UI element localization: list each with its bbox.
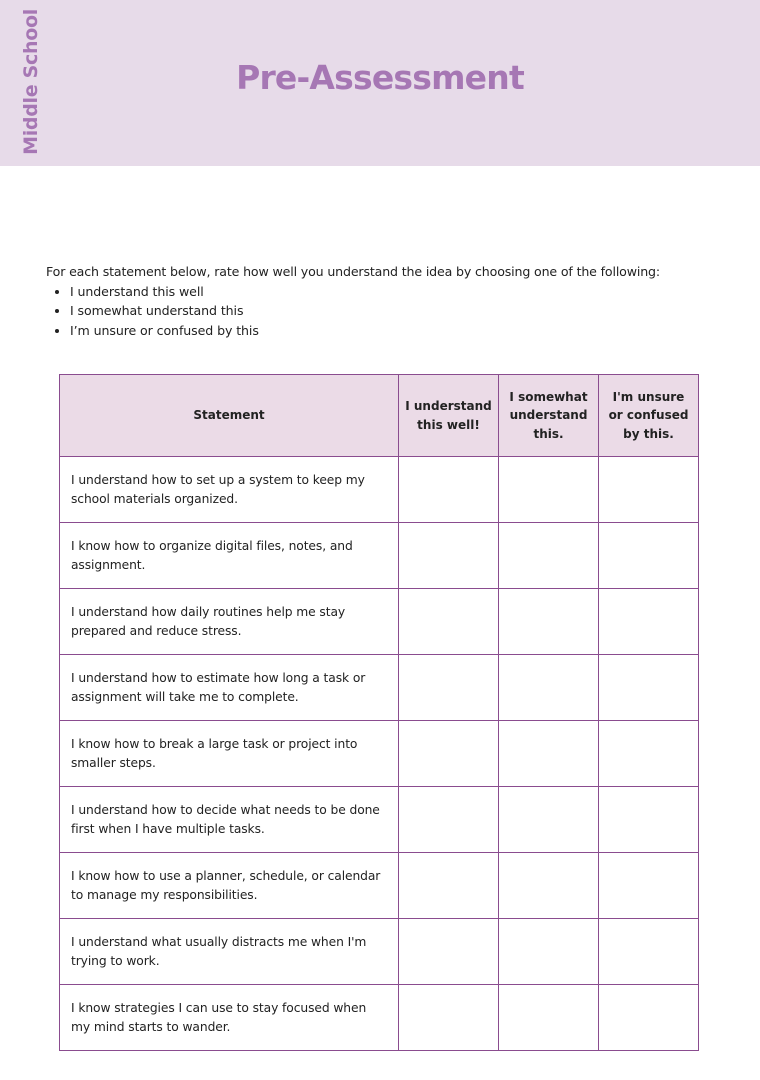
rating-cell-unsure[interactable] [599, 853, 699, 919]
statement-cell: I understand how to set up a system to keep my school materials organized. [60, 457, 399, 523]
statement-cell: I understand what usually distracts me when I'm trying to work. [60, 919, 399, 985]
table-row [60, 787, 699, 853]
rating-option: • I’m unsure or confused by this [70, 321, 736, 341]
rating-cell-understand-well[interactable] [399, 721, 499, 787]
rating-cell-understand-well[interactable] [399, 787, 499, 853]
header-unsure-confused: I'm unsure or confused by this. [599, 375, 699, 457]
rating-cell-unsure[interactable] [599, 655, 699, 721]
assessment-table [59, 374, 699, 1051]
rating-cell-somewhat[interactable] [499, 721, 599, 787]
rating-cell-somewhat[interactable] [499, 523, 599, 589]
rating-cell-somewhat[interactable] [499, 787, 599, 853]
table-row [60, 523, 699, 589]
rating-options-list [46, 282, 736, 341]
rating-cell-understand-well[interactable] [399, 589, 499, 655]
instructions [46, 262, 736, 340]
statement-cell: I understand how to estimate how long a task or assignment will take me to complete. [60, 655, 399, 721]
header-somewhat-understand: I somewhat understand this. [499, 375, 599, 457]
rating-cell-understand-well[interactable] [399, 919, 499, 985]
rating-cell-somewhat[interactable] [499, 853, 599, 919]
table-row [60, 457, 699, 523]
rating-cell-unsure[interactable] [599, 457, 699, 523]
instructions-text: For each statement below, rate how well you understand the idea by choosing one of the following: [46, 264, 660, 279]
statement-cell: I know strategies I can use to stay focused when my mind starts to wander. [60, 985, 399, 1051]
rating-cell-somewhat[interactable] [499, 655, 599, 721]
rating-cell-somewhat[interactable] [499, 589, 599, 655]
table-header-row [60, 375, 699, 457]
header-statement: Statement [60, 375, 399, 457]
rating-cell-unsure[interactable] [599, 721, 699, 787]
statement-cell: I know how to use a planner, schedule, or calendar to manage my responsibilities. [60, 853, 399, 919]
table-row [60, 655, 699, 721]
rating-cell-understand-well[interactable] [399, 457, 499, 523]
rating-cell-understand-well[interactable] [399, 523, 499, 589]
rating-cell-unsure[interactable] [599, 919, 699, 985]
statement-cell: I know how to break a large task or project into smaller steps. [60, 721, 399, 787]
rating-option: • I understand this well [70, 282, 736, 302]
header-band [0, 0, 760, 166]
header-understand-well: I understand this well! [399, 375, 499, 457]
rating-cell-somewhat[interactable] [499, 457, 599, 523]
rating-cell-unsure[interactable] [599, 523, 699, 589]
rating-cell-understand-well[interactable] [399, 655, 499, 721]
table-row [60, 985, 699, 1051]
statement-cell: I understand how daily routines help me stay prepared and reduce stress. [60, 589, 399, 655]
statement-cell: I understand how to decide what needs to be done first when I have multiple tasks. [60, 787, 399, 853]
statement-cell: I know how to organize digital files, notes, and assignment. [60, 523, 399, 589]
table-row [60, 853, 699, 919]
table-row [60, 721, 699, 787]
side-label: Middle School [20, 9, 42, 155]
table-row [60, 589, 699, 655]
table-row [60, 919, 699, 985]
rating-cell-understand-well[interactable] [399, 853, 499, 919]
rating-option: • I somewhat understand this [70, 301, 736, 321]
rating-cell-understand-well[interactable] [399, 985, 499, 1051]
rating-cell-unsure[interactable] [599, 787, 699, 853]
rating-cell-unsure[interactable] [599, 589, 699, 655]
rating-cell-unsure[interactable] [599, 985, 699, 1051]
rating-cell-somewhat[interactable] [499, 985, 599, 1051]
page-title: Pre-Assessment [236, 58, 524, 97]
rating-cell-somewhat[interactable] [499, 919, 599, 985]
